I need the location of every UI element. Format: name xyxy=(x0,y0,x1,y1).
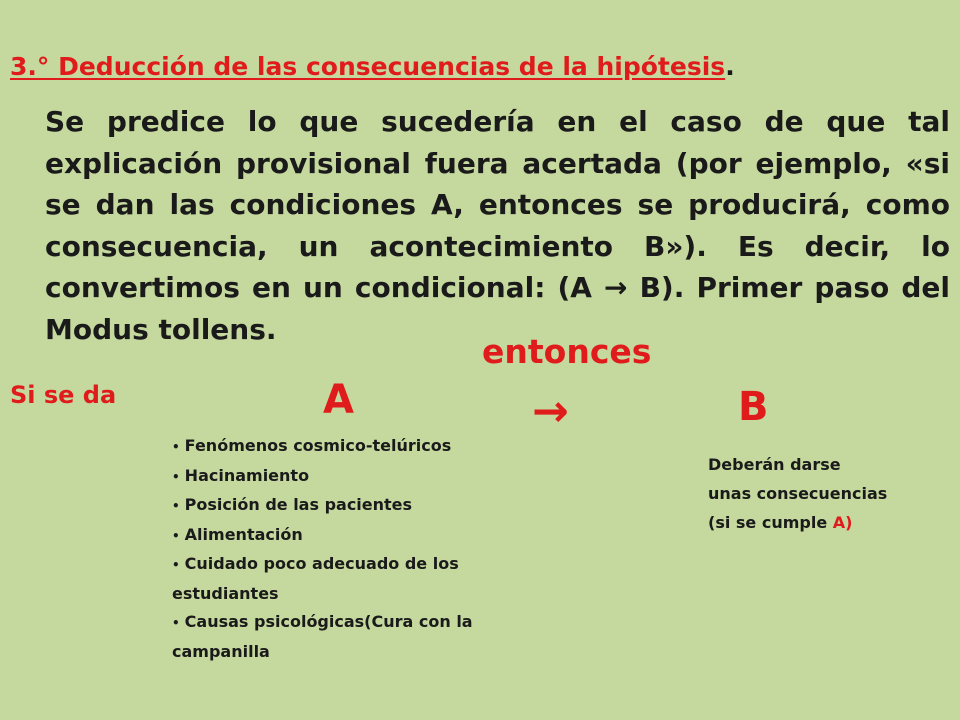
list-item xyxy=(172,550,502,608)
consequence-highlight: A) xyxy=(832,513,853,532)
explanation-paragraph: Se predice lo que sucedería en el caso de que tal explicación provisional fuera acertada (por ejemplo, «si se dan las condiciones A, entonces se producirá, como consecuencia, un acontecimiento B»). Es decir, lo convertimos en un condicional: (A → B). Primer paso del Modus tollens. xyxy=(45,105,950,346)
implication-arrow-icon: → xyxy=(532,386,569,437)
list-item xyxy=(172,521,502,551)
list-item xyxy=(172,491,502,521)
consequence-note xyxy=(708,450,888,537)
heading-period: . xyxy=(725,52,735,81)
condition-a-label: A xyxy=(323,377,354,423)
list-item-text: Posición de las pacientes xyxy=(184,495,413,514)
bullet-icon: • xyxy=(172,499,180,513)
section-heading xyxy=(10,52,735,81)
heading-title: 3.° Deducción de las consecuencias de la hipótesis xyxy=(10,52,726,81)
bullet-icon: • xyxy=(172,440,180,454)
consequence-text: Deberán darse unas consecuencias (si se cumple xyxy=(708,455,888,532)
si-se-da-label: Si se da xyxy=(10,381,117,409)
entonces-label: entonces xyxy=(482,332,652,371)
list-item-text: Causas psicológicas(Cura con la campanilla xyxy=(172,612,473,661)
bullet-icon: • xyxy=(172,528,180,543)
list-item-text: Alimentación xyxy=(184,524,303,544)
list-item-text: Fenómenos cosmico-telúricos xyxy=(184,436,452,455)
list-item xyxy=(172,432,502,462)
list-item-text: Hacinamiento xyxy=(184,465,310,485)
consequence-b-label: B xyxy=(738,384,769,430)
list-item xyxy=(172,608,502,666)
list-item xyxy=(172,462,502,492)
conditions-list xyxy=(172,432,502,666)
bullet-icon: • xyxy=(172,469,180,484)
list-item-text: Cuidado poco adecuado de los estudiantes xyxy=(172,554,459,603)
bullet-icon: • xyxy=(172,616,180,630)
bullet-icon: • xyxy=(172,558,180,572)
